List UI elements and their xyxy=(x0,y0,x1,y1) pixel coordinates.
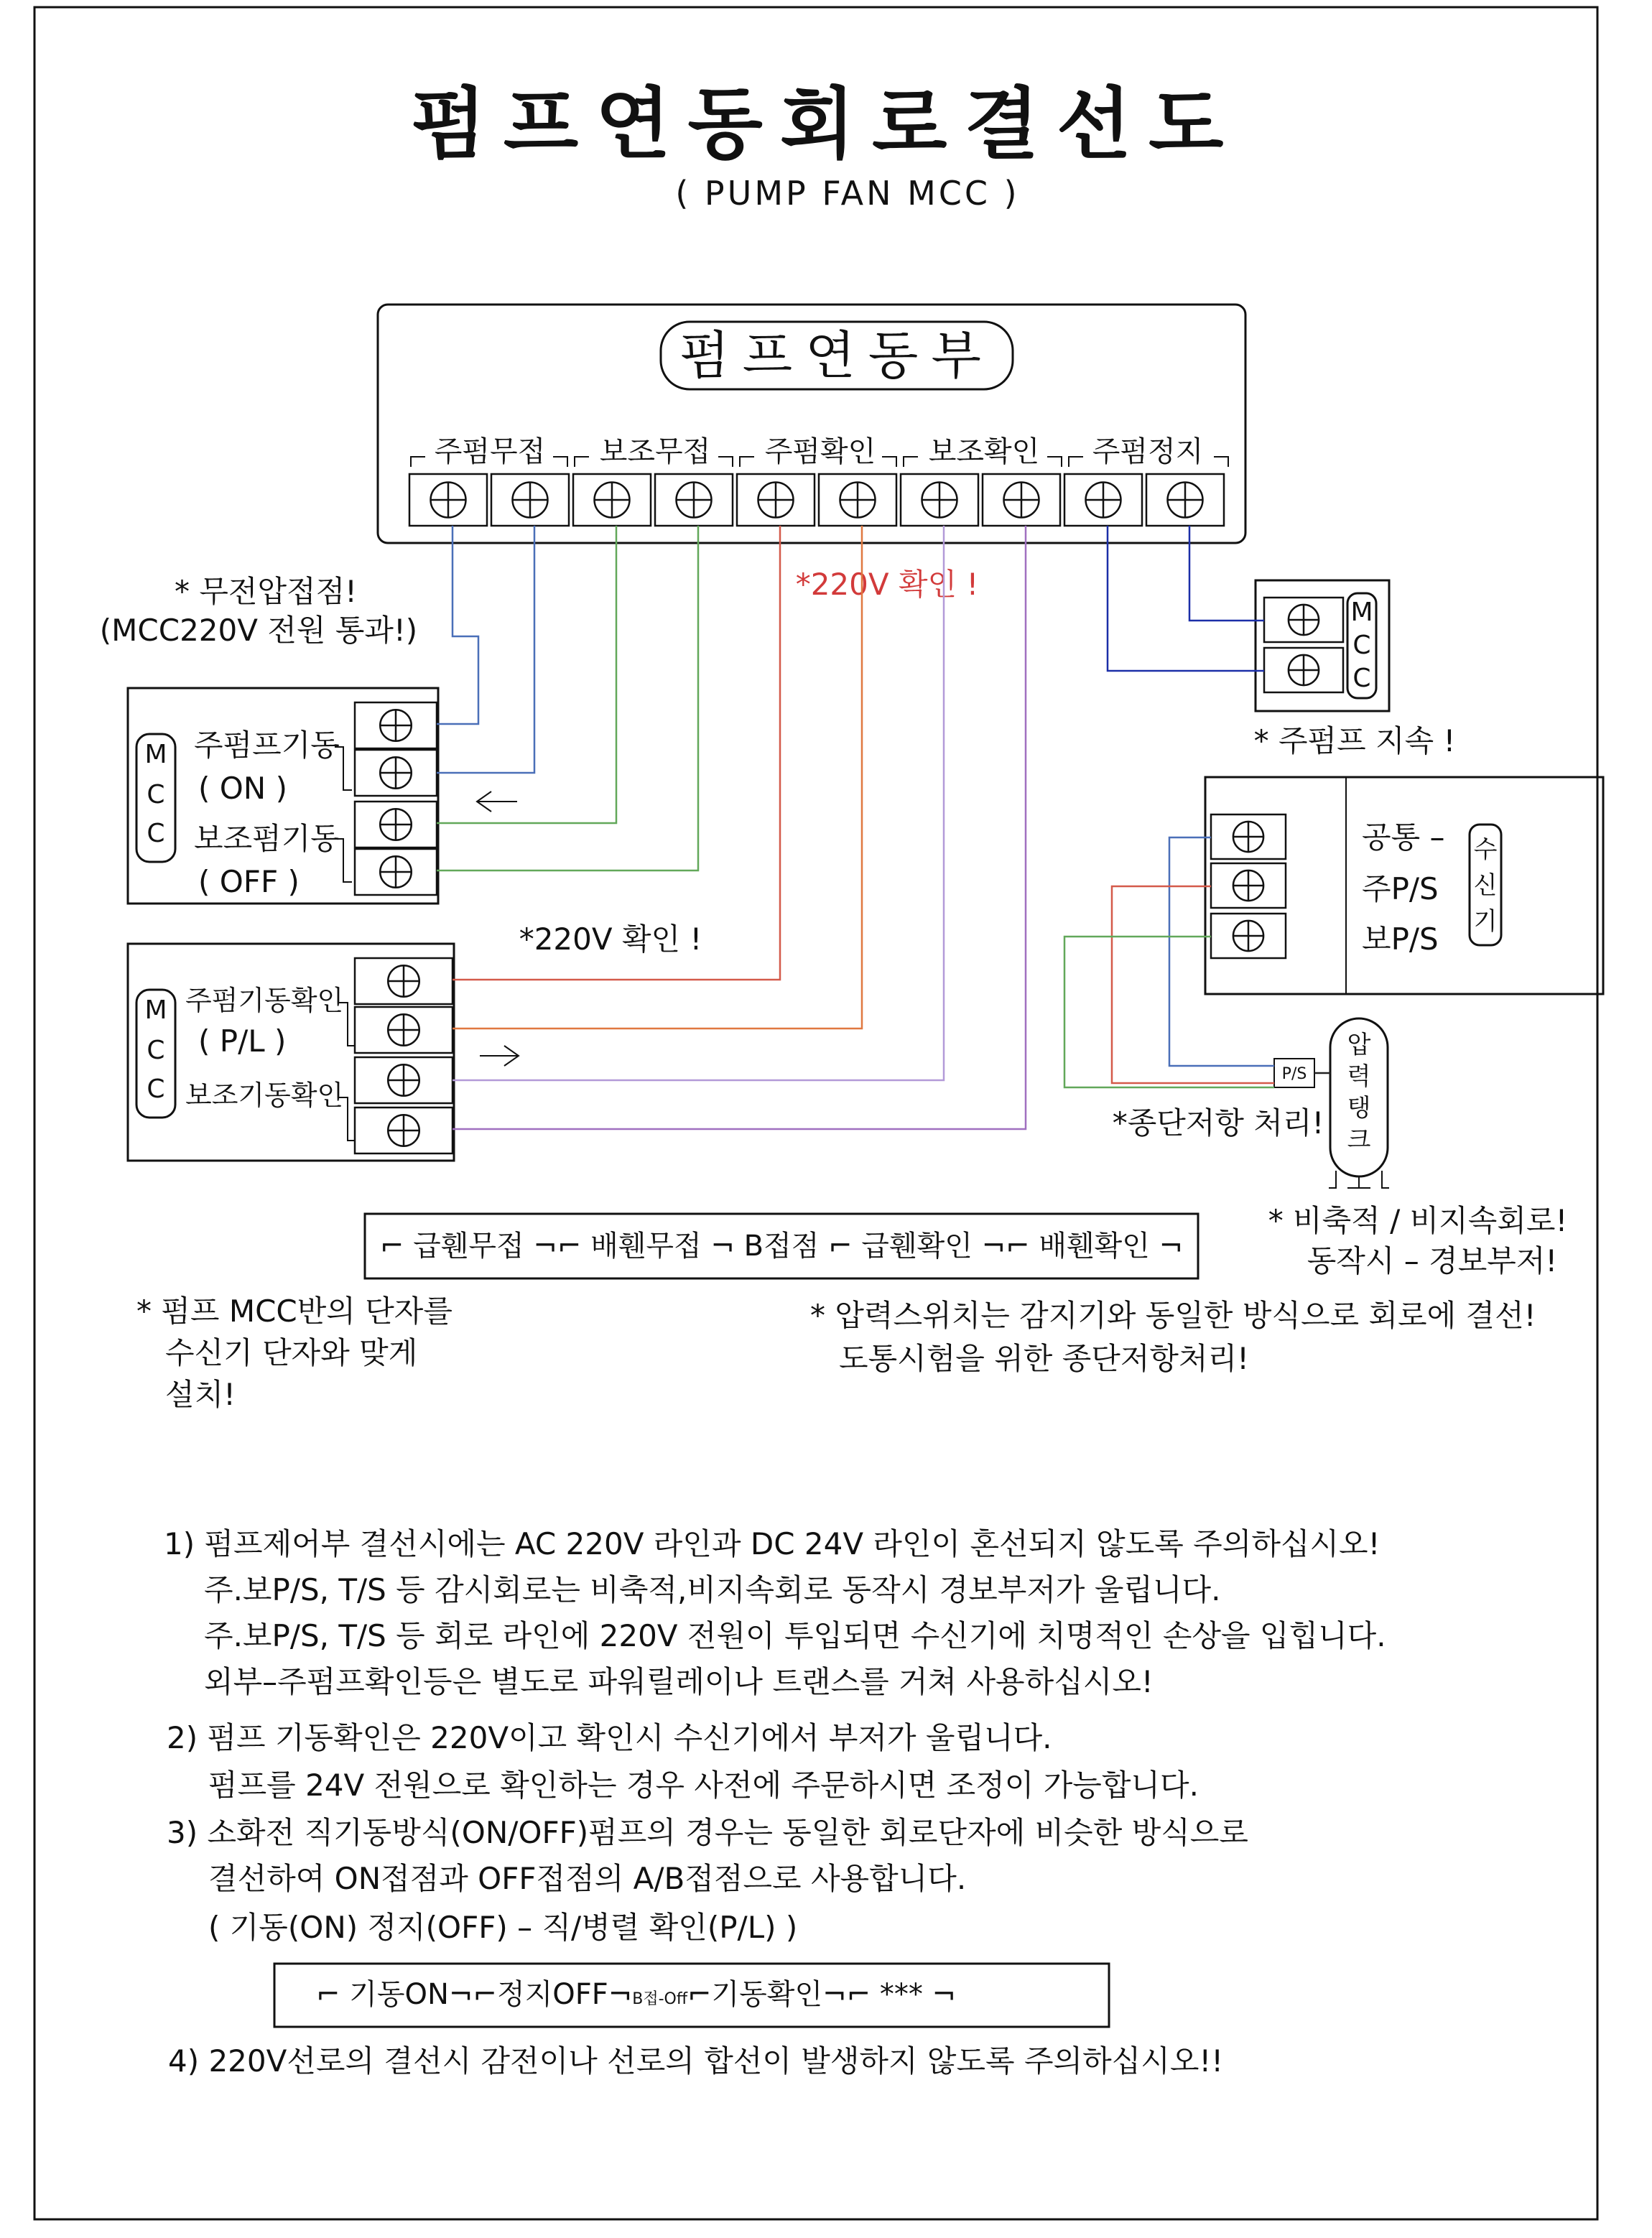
buzzer-note: 동작시 – 경보부저! xyxy=(1307,1243,1558,1278)
pump-interlock-unit xyxy=(378,305,1245,543)
pump-unit-terminal-8 xyxy=(983,474,1060,526)
start-stop-label-part1: ⌐ 기동ON¬⌐정지OFF¬ xyxy=(316,1978,633,2011)
receiver-aux-ps-label: 보P/S xyxy=(1362,921,1439,957)
mcc-start-terminal-2 xyxy=(355,750,437,796)
terminal-group-aux-dry: 보조무접 xyxy=(599,435,711,468)
receiver-label-2: 신 xyxy=(1473,871,1498,900)
receiver-terminal-2 xyxy=(1211,863,1286,908)
mcc-confirm-label-c2: C xyxy=(147,1074,165,1104)
wire-1 xyxy=(437,526,478,724)
pump-unit-terminal-4 xyxy=(655,474,733,526)
instruction-3: 3) 소화전 직기동방식(ON/OFF)펌프의 경우는 동일한 회로단자에 비슷한 방식으로 xyxy=(167,1815,1248,1850)
pump-unit-label: 펌프연동부 xyxy=(679,325,994,386)
mcc-stop-terminal-1 xyxy=(1264,598,1343,642)
check-220v-note: *220V 확인 ! xyxy=(519,921,702,957)
mcc-label-m: M xyxy=(144,740,167,769)
mcc-confirm-terminal-2 xyxy=(355,1007,453,1053)
fan-terminal-labels: ⌐ 급휀무접 ¬⌐ 배휀무접 ¬ B접점 ⌐ 급휀확인 ¬⌐ 배휀확인 ¬ xyxy=(379,1230,1184,1263)
non-latching-note: * 비축적 / 비지속회로! xyxy=(1268,1203,1568,1238)
page-title: 펌프연동회로결선도 xyxy=(411,80,1241,170)
page-subtitle: ( PUMP FAN MCC ) xyxy=(675,174,1020,213)
instruction-1a: 주.보P/S, T/S 등 감시회로는 비축적,비지속회로 동작시 경보부저가 울립니다. xyxy=(204,1572,1221,1607)
start-stop-labels xyxy=(316,1978,956,2011)
wire-2 xyxy=(437,526,534,773)
arrow-left xyxy=(477,791,517,812)
pump-unit-terminal-7 xyxy=(901,474,978,526)
mcc-stop-label-m: M xyxy=(1350,598,1373,627)
mcc-stop-label-c2: C xyxy=(1352,664,1371,693)
terminal-group-main-dry: 주펌무접 xyxy=(434,435,546,468)
receiver-terminal-1 xyxy=(1211,814,1286,859)
instruction-3a: 결선하여 ON접점과 OFF접점의 A/B접점으로 사용합니다. xyxy=(208,1861,967,1896)
pump-unit-terminal-strip xyxy=(409,474,1224,526)
dry-contact-subnote: (MCC220V 전원 통과!) xyxy=(99,613,418,648)
pressure-switch-label: P/S xyxy=(1281,1065,1307,1083)
tank-legs xyxy=(1329,1171,1389,1188)
wire-4 xyxy=(437,526,698,870)
tank-label-2: 력 xyxy=(1347,1062,1371,1091)
mcc-start-terminal-4 xyxy=(355,849,437,895)
receiver-label-1: 수 xyxy=(1473,835,1498,864)
receiver-common-label: 공통 – xyxy=(1362,819,1445,855)
mcc-stop-terminal-2 xyxy=(1264,648,1343,692)
mcc-stop-label-c1: C xyxy=(1352,631,1371,660)
mcc-start-terminal-1 xyxy=(355,702,437,748)
pump-unit-terminal-10 xyxy=(1146,474,1224,526)
pump-unit-terminal-2 xyxy=(491,474,569,526)
pump-unit-terminal-1 xyxy=(409,474,487,526)
receiver-label-3: 기 xyxy=(1473,907,1498,936)
wire-10 xyxy=(1189,526,1264,621)
instructions xyxy=(164,1526,1386,1945)
pl-label: ( P/L ) xyxy=(198,1023,287,1059)
main-pump-hold-note: * 주펌프 지속 ! xyxy=(1253,723,1456,758)
mcc-confirm-terminal-4 xyxy=(355,1108,453,1153)
mcc-confirm-terminal-3 xyxy=(355,1057,453,1103)
terminal-group-aux-confirm: 보조확인 xyxy=(928,435,1040,468)
terminal-group-main-stop: 주펌정지 xyxy=(1092,435,1204,468)
instruction-1: 1) 펌프제어부 결선시에는 AC 220V 라인과 DC 24V 라인이 혼선되지 않도록 주의하십시오! xyxy=(164,1526,1380,1561)
terminal-group-main-confirm: 주펌확인 xyxy=(764,435,876,468)
pump-unit-terminal-9 xyxy=(1064,474,1142,526)
instruction-3b: ( 기동(ON) 정지(OFF) – 직/병렬 확인(P/L) ) xyxy=(208,1910,798,1945)
mcc-terminal-note xyxy=(136,1294,453,1412)
mcc-terminal-note-2: 수신기 단자와 맞게 xyxy=(165,1335,418,1370)
pressure-switch-note-2: 도통시험을 위한 종단저항처리! xyxy=(839,1341,1249,1376)
main-pump-start-label: 주펌프기동 xyxy=(194,728,340,763)
mcc-terminal-note-3: 설치! xyxy=(165,1377,236,1412)
pump-unit-terminal-6 xyxy=(819,474,896,526)
mcc-confirm-label-m: M xyxy=(144,995,167,1025)
start-stop-label-part3: ⌐기동확인¬⌐ *** ¬ xyxy=(687,1978,957,2011)
pump-unit-terminal-5 xyxy=(737,474,815,526)
mcc-terminal-strips xyxy=(355,598,1343,1153)
receiver-terminal-3 xyxy=(1211,914,1286,958)
mcc-label-c1: C xyxy=(147,780,165,809)
off-label: ( OFF ) xyxy=(198,864,300,899)
on-label: ( ON ) xyxy=(198,771,287,806)
instruction-4: 4) 220V선로의 결선시 감전이나 선로의 합선이 발생하지 않도록 주의하십시오!! xyxy=(168,2043,1224,2079)
tank-label-1: 압 xyxy=(1347,1031,1371,1059)
pressure-tank xyxy=(1274,1018,1389,1188)
tank-label-3: 탱 xyxy=(1347,1094,1371,1123)
wire-9 xyxy=(1108,526,1264,671)
dry-contact-note: * 무전압접점! xyxy=(174,574,358,609)
aux-start-confirm-label: 보조기동확인 xyxy=(185,1079,344,1111)
instruction-2a: 펌프를 24V 전원으로 확인하는 경우 사전에 주문하시면 조정이 가능합니다. xyxy=(208,1768,1199,1803)
wire-8 xyxy=(453,526,1026,1129)
pressure-switch-note-1: * 압력스위치는 감지기와 동일한 방식으로 회로에 결선! xyxy=(810,1298,1536,1333)
mcc-confirm-label-c1: C xyxy=(147,1036,165,1065)
instruction-1b: 주.보P/S, T/S 등 회로 라인에 220V 전원이 투입되면 수신기에 치명적인 손상을 입힙니다. xyxy=(204,1618,1386,1653)
mcc-start-terminal-3 xyxy=(355,802,437,848)
pump-unit-terminal-3 xyxy=(573,474,651,526)
mcc-confirm-terminal-1 xyxy=(355,958,453,1004)
aux-pump-start-label: 보조펌기동 xyxy=(194,821,340,856)
mcc-terminal-note-1: * 펌프 MCC반의 단자를 xyxy=(136,1294,453,1329)
termination-note: *종단저항 처리! xyxy=(1112,1105,1324,1141)
main-start-confirm-label: 주펌기동확인 xyxy=(185,985,344,1016)
instruction-1c: 외부–주펌프확인등은 별도로 파워릴레이나 트랜스를 거쳐 사용하십시오! xyxy=(204,1664,1154,1699)
wiring xyxy=(437,526,1330,1129)
start-stop-label-part2: B접-Off xyxy=(632,1990,688,2008)
check-220v-red-note: *220V 확인 ! xyxy=(795,567,979,602)
tank-label-4: 크 xyxy=(1347,1125,1371,1154)
pressure-switch-note xyxy=(810,1298,1536,1376)
mcc-label-c2: C xyxy=(147,819,165,848)
arrow-right xyxy=(480,1046,519,1066)
receiver-main-ps-label: 주P/S xyxy=(1362,871,1439,906)
instruction-2: 2) 펌프 기동확인은 220V이고 확인시 수신기에서 부저가 울립니다. xyxy=(167,1720,1052,1755)
wire-3 xyxy=(437,526,616,823)
